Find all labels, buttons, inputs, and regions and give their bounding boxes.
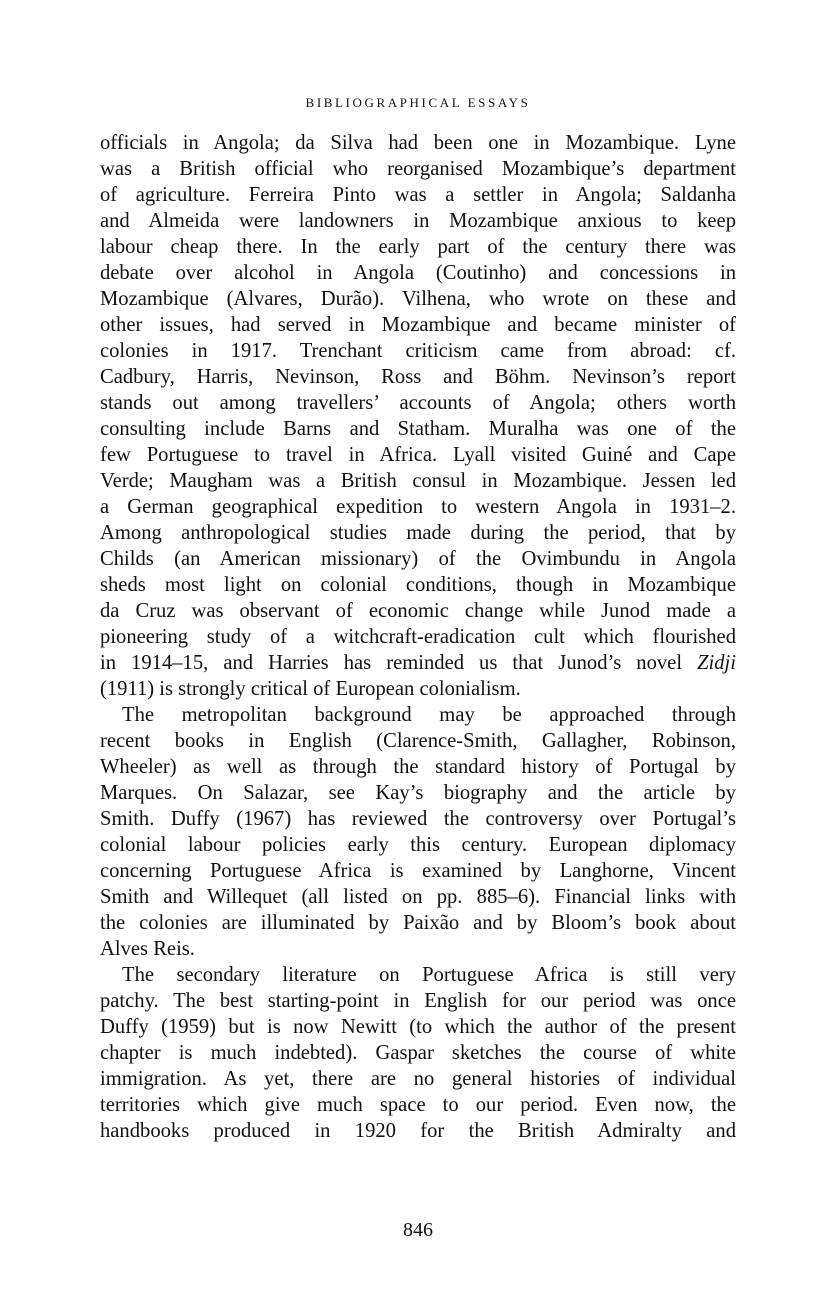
text-line: Wheeler) as well as through the standard history of Portugal by xyxy=(100,756,736,778)
text-line: consulting include Barns and Statham. Muralha was one of the xyxy=(100,418,736,440)
italic-title: Zidji xyxy=(697,652,736,674)
text-line: Duffy (1959) but is now Newitt (to which the author of the present xyxy=(100,1016,736,1038)
text-line: stands out among travellers’ accounts of Angola; others worth xyxy=(100,392,736,414)
paragraph-3 xyxy=(100,962,736,1144)
text-line: The secondary literature on Portuguese Africa is still very xyxy=(122,964,736,986)
text-line: chapter is much indebted). Gaspar sketches the course of white xyxy=(100,1042,736,1064)
text-line: pioneering study of a witchcraft-eradication cult which flourished xyxy=(100,626,736,648)
page-number: 846 xyxy=(403,1219,433,1241)
text-line: Smith. Duffy (1967) has reviewed the controversy over Portugal’s xyxy=(100,808,736,830)
text-line: other issues, had served in Mozambique and became minister of xyxy=(100,314,736,336)
text-line: was a British official who reorganised Mozambique’s department xyxy=(100,158,736,180)
text-line: patchy. The best starting-point in English for our period was once xyxy=(100,990,736,1012)
text-line: a German geographical expedition to western Angola in 1931–2. xyxy=(100,496,736,518)
text-line: Smith and Willequet (all listed on pp. 885–6). Financial links with xyxy=(100,886,736,908)
text-line: Alves Reis. xyxy=(100,938,195,960)
text-line: Marques. On Salazar, see Kay’s biography and the article by xyxy=(100,782,736,804)
text-line: The metropolitan background may be approached through xyxy=(122,704,736,726)
text-line: of agriculture. Ferreira Pinto was a settler in Angola; Saldanha xyxy=(100,184,736,206)
text-line: handbooks produced in 1920 for the British Admiralty and xyxy=(100,1120,736,1142)
paragraph-1 xyxy=(100,130,736,702)
text-line: Among anthropological studies made during the period, that by xyxy=(100,522,736,544)
running-head: BIBLIOGRAPHICAL ESSAYS xyxy=(305,95,531,110)
text-line: (1911) is strongly critical of European colonialism. xyxy=(100,678,521,700)
text-line: labour cheap there. In the early part of the century there was xyxy=(100,236,736,258)
text-line: recent books in English (Clarence-Smith, Gallagher, Robinson, xyxy=(100,730,736,752)
text-line: colonial labour policies early this century. European diplomacy xyxy=(100,834,736,856)
text-line: territories which give much space to our period. Even now, the xyxy=(100,1094,736,1116)
text-line-with-italic: in 1914–15, and Harries has reminded us that Junod’s novel Zidji xyxy=(100,652,736,674)
text-line: immigration. As yet, there are no general histories of individual xyxy=(100,1068,736,1090)
text-line: da Cruz was observant of economic change while Junod made a xyxy=(100,600,736,622)
text-line: concerning Portuguese Africa is examined by Langhorne, Vincent xyxy=(100,860,736,882)
text-line: the colonies are illuminated by Paixão and by Bloom’s book about xyxy=(100,912,736,934)
text-line: Verde; Maugham was a British consul in Mozambique. Jessen led xyxy=(100,470,736,492)
text-line: few Portuguese to travel in Africa. Lyall visited Guiné and Cape xyxy=(100,444,736,466)
text-line: and Almeida were landowners in Mozambique anxious to keep xyxy=(100,210,736,232)
text-line: debate over alcohol in Angola (Coutinho) and concessions in xyxy=(100,262,736,284)
text-line: colonies in 1917. Trenchant criticism came from abroad: cf. xyxy=(100,340,736,362)
text-line: Cadbury, Harris, Nevinson, Ross and Böhm. Nevinson’s report xyxy=(100,366,736,388)
text-line: officials in Angola; da Silva had been one in Mozambique. Lyne xyxy=(100,132,736,154)
text-line: Mozambique (Alvares, Durão). Vilhena, who wrote on these and xyxy=(100,288,736,310)
paragraph-2 xyxy=(100,702,736,962)
text-line: sheds most light on colonial conditions, though in Mozambique xyxy=(100,574,736,596)
body-text xyxy=(100,130,736,1144)
text-line: Childs (an American missionary) of the Ovimbundu in Angola xyxy=(100,548,736,570)
